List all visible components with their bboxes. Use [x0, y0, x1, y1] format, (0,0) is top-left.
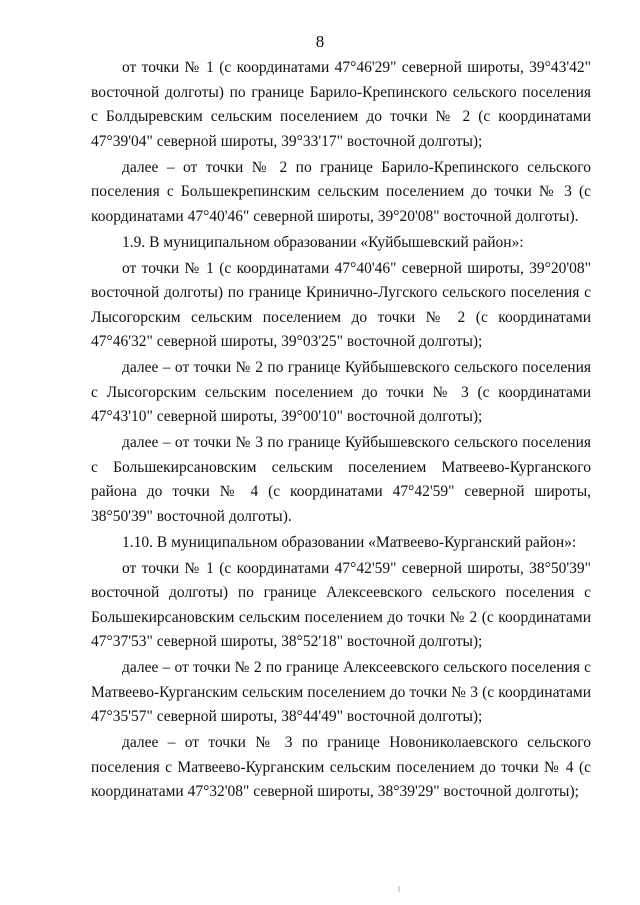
paragraph-kuibyshev-point-1: от точки № 1 (с координатами 47°40'46" северной широты, 39°20'08" восточной долготы) по границе Кринично-Лугского сельского поселения с Лысогорским сельским поселением до точки № 2 (с координатами 47°46'32" северной широты, 39°03'25" восточной долготы); — [91, 259, 591, 350]
paragraph-matveev-point-2: далее – от точки № 2 по границе Алексеевского сельского поселения с Матвеево-Курганским сельским поселением до точки № 3 (с координатами 47°35'57" северной широты, 38°44'49" восточной долготы); — [91, 659, 591, 725]
paragraph-boundary-point-1: от точки № 1 (с координатами 47°46'29" северной широты, 39°43'42" восточной долготы) по границе Барило-Крепинского сельского поселения с Болдыревским сельским поселением до точки № 2 (с координатами 47°39'04" северной широты, 39°33'17" восточной долготы); — [91, 59, 591, 150]
scan-artifact-mark — [398, 886, 400, 892]
document-body — [91, 56, 591, 806]
paragraph-matveev-point-3: далее – от точки № 3 по границе Новониколаевского сельского поселения с Матвеево-Курганским сельским поселением до точки № 4 (с координатами 47°32'08" северной широты, 38°39'29" восточной долготы); — [91, 734, 591, 800]
section-heading-1-9: 1.9. В муниципальном образовании «Куйбышевский район»: — [122, 233, 524, 251]
paragraph-kuibyshev-point-3: далее – от точки № 3 по границе Куйбышевского сельского поселения с Большекирсановским сельским поселением Матвеево-Курганского района до точки № 4 (с координатами 47°42'59" северной широты, 38°50'39" восточной долготы). — [91, 434, 591, 525]
section-heading-1-10: 1.10. В муниципальном образовании «Матвеево-Курганский район»: — [122, 533, 577, 551]
paragraph-matveev-point-1: от точки № 1 (с координатами 47°42'59" северной широты, 38°50'39" восточной долготы) по границе Алексеевского сельского поселения с Большекирсановским сельским поселением до точки № 2 (с координатами 47°37'53" северной широты, 38°52'18" восточной долготы); — [91, 559, 591, 650]
page-number: 8 — [315, 32, 325, 51]
paragraph-boundary-point-2: далее – от точки № 2 по границе Барило-Крепинского сельского поселения с Большекрепинским сельским поселением до точки № 3 (с координатами 47°40'46" северной широты, 39°20'08" восточной долготы). — [91, 158, 591, 225]
paragraph-kuibyshev-point-2: далее – от точки № 2 по границе Куйбышевского сельского поселения с Лысогорским сельским поселением до точки № 3 (с координатами 47°43'10" северной широты, 39°00'10" восточной долготы); — [91, 359, 591, 425]
